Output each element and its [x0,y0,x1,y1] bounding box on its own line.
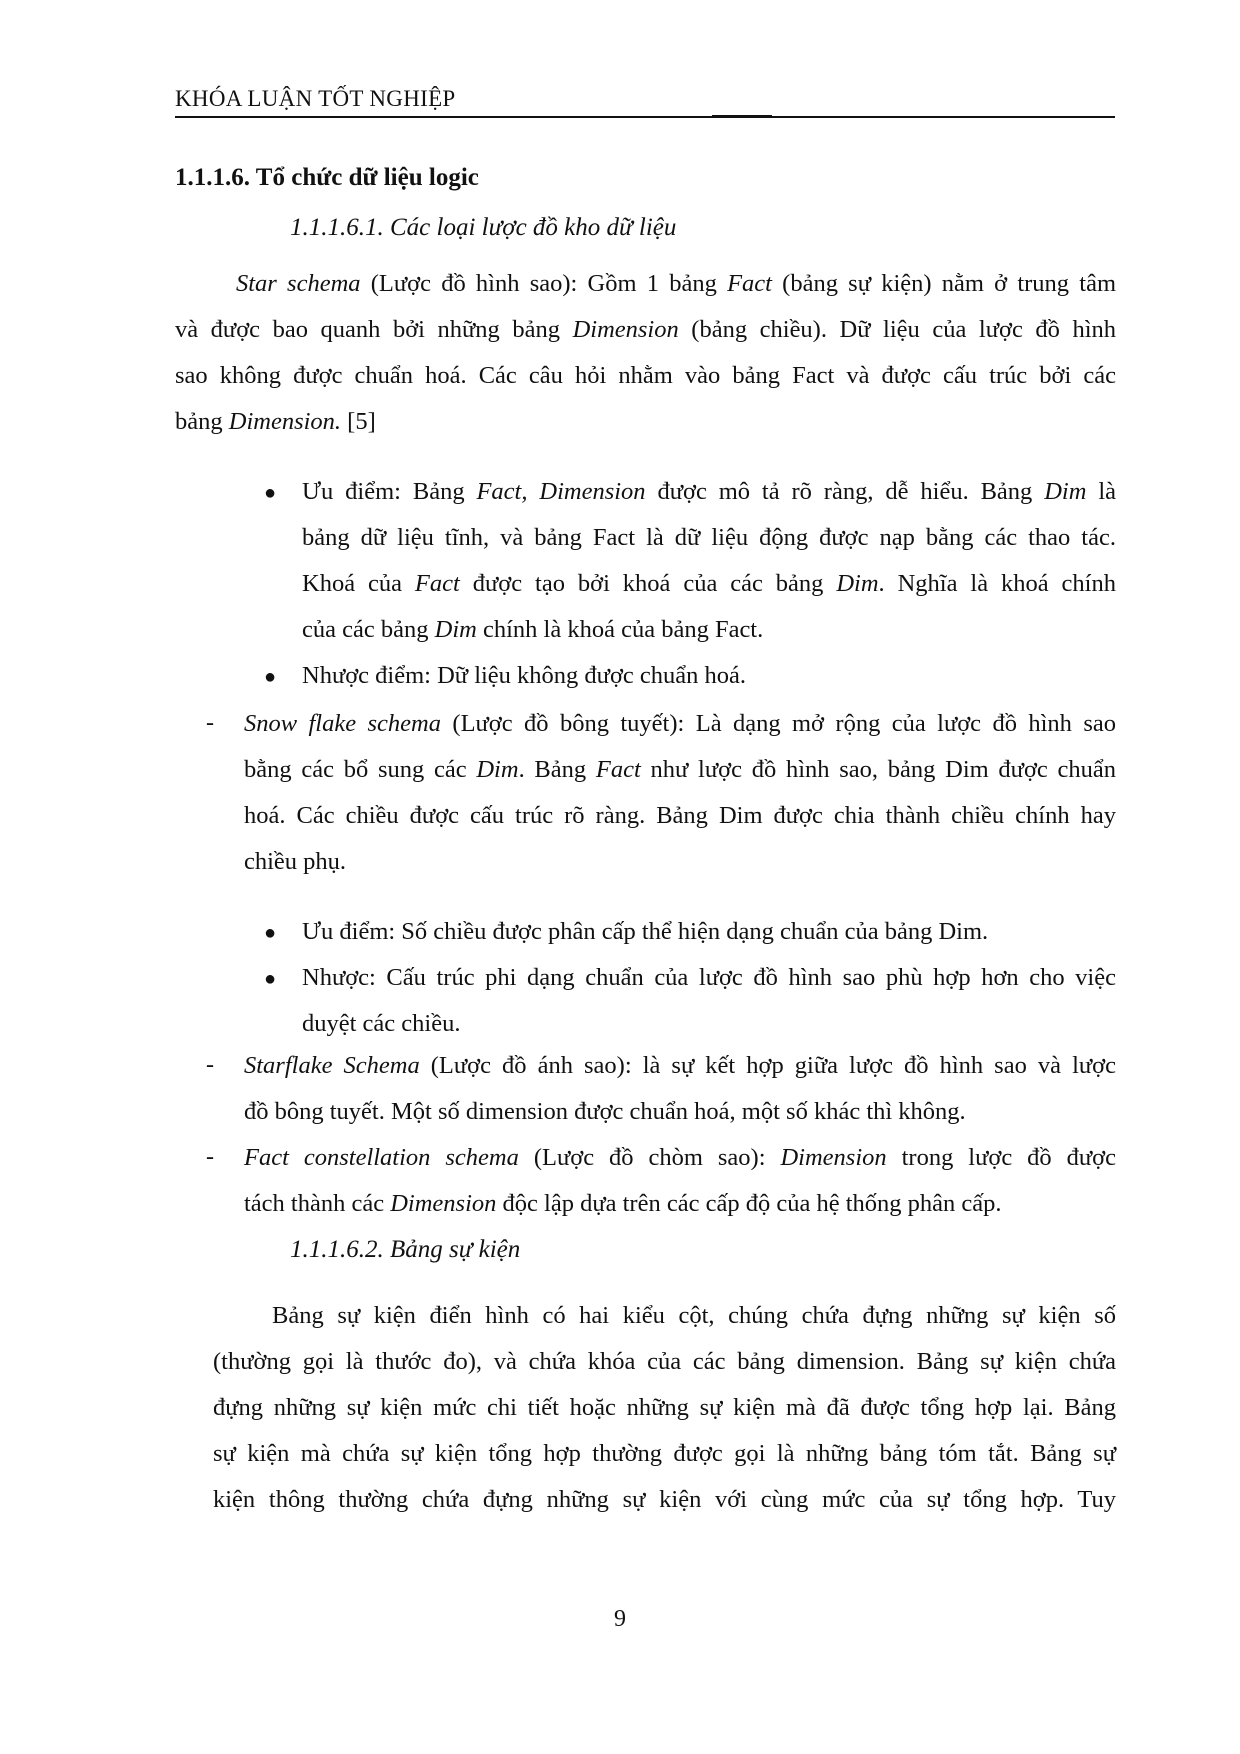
paragraph-line: đựng những sự kiện mức chi tiết hoặc những sự kiện mà đã được tổng hợp lại. Bảng [213,1394,1116,1421]
paragraph-line: kiện thông thường chứa đựng những sự kiện với cùng mức của sự tổng hợp. Tuy [213,1486,1116,1513]
bullet-icon: ● [264,666,277,688]
list-item-line: hoá. Các chiều được cấu trúc rõ ràng. Bảng Dim được chia thành chiều chính hay [244,802,1116,829]
paragraph-line: sao không được chuẩn hoá. Các câu hỏi nhằm vào bảng Fact và được cấu trúc bởi các [175,362,1116,389]
running-header: KHÓA LUẬN TỐT NGHIỆP [175,86,456,111]
header-rule-accent [712,115,772,118]
list-item-line: tách thành các Dimension độc lập dựa trên các cấp độ của hệ thống phân cấp. [244,1190,1002,1217]
paragraph-line: Bảng sự kiện điển hình có hai kiểu cột, chúng chứa đựng những sự kiện số [272,1302,1116,1329]
list-item-line: chiều phụ. [244,848,347,875]
bullet-icon: ● [264,482,277,504]
list-item-line: bảng dữ liệu tĩnh, và bảng Fact là dữ liệu động được nạp bằng các thao tác. [302,524,1116,551]
header-rule [175,116,1115,118]
list-item: Fact constellation schema (Lược đồ chòm sao): Dimension trong lược đồ được [244,1144,1116,1171]
paragraph-line: sự kiện mà chứa sự kiện tổng hợp thường được gọi là những bảng tóm tắt. Bảng sự [213,1440,1116,1467]
list-item-line: duyệt các chiều. [302,1010,461,1037]
dash-marker: - [206,710,214,736]
paragraph-line: bảng Dimension. [5] [175,408,376,435]
dash-marker: - [206,1144,214,1170]
subsection-heading-2: 1.1.1.6.2. Bảng sự kiện [290,1236,521,1263]
list-item-line: Khoá của Fact được tạo bởi khoá của các bảng Dim. Nghĩa là khoá chính [302,570,1116,597]
bullet-icon: ● [264,968,277,990]
list-item: Nhược: Cấu trúc phi dạng chuẩn của lược đồ hình sao phù hợp hơn cho việc [302,964,1116,991]
bullet-icon: ● [264,922,277,944]
dash-marker: - [206,1052,214,1078]
section-heading: 1.1.1.6. Tổ chức dữ liệu logic [175,164,479,191]
paragraph-line: (thường gọi là thước đo), và chứa khóa của các bảng dimension. Bảng sự kiện chứa [213,1348,1116,1375]
subsection-heading-1: 1.1.1.6.1. Các loại lược đồ kho dữ liệu [290,214,677,241]
list-item: Ưu điểm: Số chiều được phân cấp thể hiện dạng chuẩn của bảng Dim. [302,918,989,945]
list-item: Snow flake schema (Lược đồ bông tuyết): Là dạng mở rộng của lược đồ hình sao [244,710,1116,737]
paragraph-line: và được bao quanh bởi những bảng Dimension (bảng chiều). Dữ liệu của lược đồ hình [175,316,1116,343]
list-item: Starflake Schema (Lược đồ ánh sao): là sự kết hợp giữa lược đồ hình sao và lược [244,1052,1116,1079]
list-item-line: đồ bông tuyết. Một số dimension được chuẩn hoá, một số khác thì không. [244,1098,966,1125]
page-number: 9 [614,1606,626,1632]
list-item-line: của các bảng Dim chính là khoá của bảng Fact. [302,616,764,643]
list-item-line: bằng các bổ sung các Dim. Bảng Fact như lược đồ hình sao, bảng Dim được chuẩn [244,756,1117,783]
list-item: Ưu điểm: Bảng Fact, Dimension được mô tả rõ ràng, dễ hiểu. Bảng Dim là [302,478,1117,505]
list-item: Nhược điểm: Dữ liệu không được chuẩn hoá. [302,662,747,689]
paragraph-line: Star schema (Lược đồ hình sao): Gồm 1 bảng Fact (bảng sự kiện) nằm ở trung tâm [236,270,1116,297]
